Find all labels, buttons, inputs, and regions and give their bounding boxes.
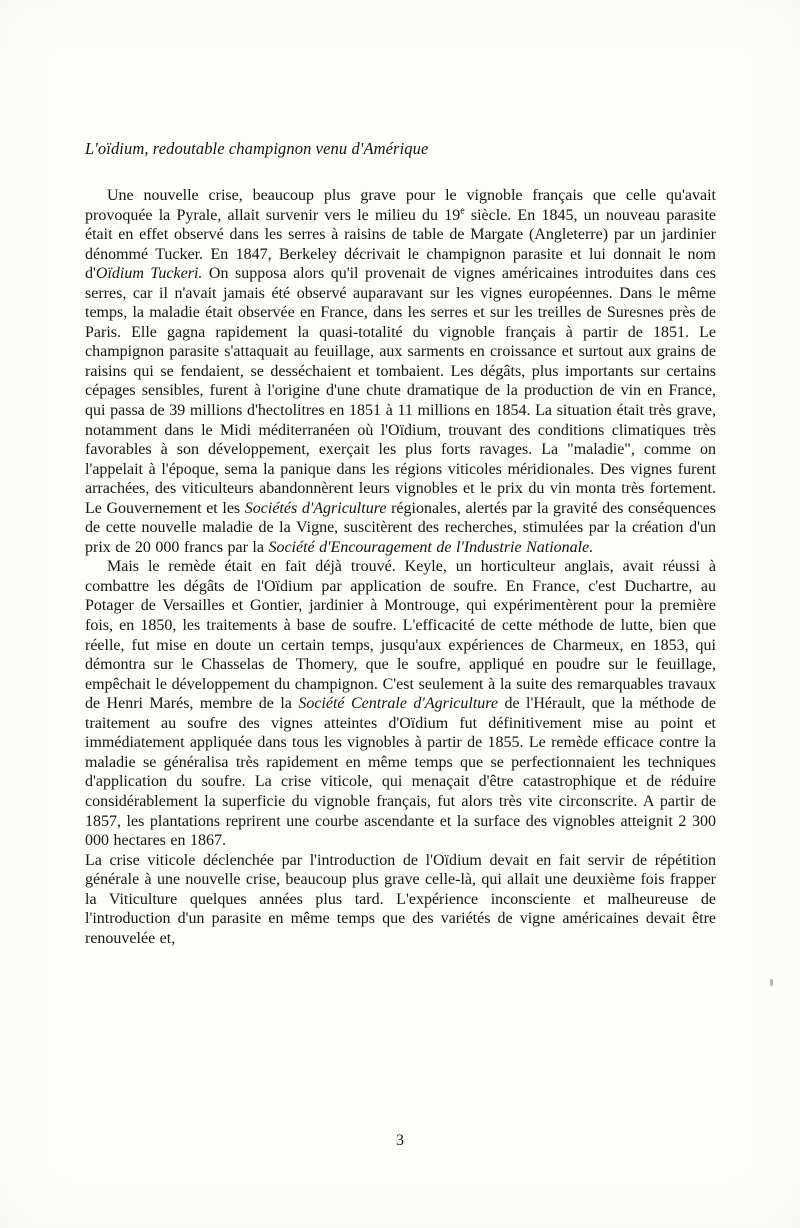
text-run: Une nouvelle crise, beaucoup plus grave pour le vignoble français que celle qu'avait provoquée la Pyrale, allait survenir vers le milieu du 19 xyxy=(85,187,716,224)
text-run: On supposa alors qu'il provenait de vignes américaines introduites dans ces serres, car il n'avait jamais été observé auparavant sur les vignes européennes. Dans le même temps, la maladie était observée en France, dans les serres et sur les treilles de Suresnes près de Paris. Elle gagna rapidement la quasi-totalité du vignoble français à partir de 1851. Le champignon parasite s'attaquait au feuillage, aux sarments en croissance et surtout aux grains de raisins qui se fendaient, se desséchaient et tombaient. Les dégâts, plus importants sur certains cépages sensibles, furent à l'origine d'une chute dramatique de la production de vin en France, qui passa de 39 millions d'hectolitres en 1851 à 11 millions en 1854. La situation était très grave, notamment dans le Midi méditerranéen où l'Oïdium, trouvant des conditions climatiques très favorables à son développement, exerçait les plus forts ravages. La "maladie", comme on l'appelait à l'époque, sema la panique dans les régions viticoles méridionales. Des vignes furent arrachées, des viticulteurs abandonnèrent leurs vignobles et le prix du vin monta très fortement. Le Gouvernement et les xyxy=(85,265,716,517)
body-text xyxy=(85,186,716,948)
text-run-italic: Oïdium Tuckeri. xyxy=(95,265,203,283)
text-run: Mais le remède était en fait déjà trouvé. Keyle, un horticulteur anglais, avait réussi à combattre les dégâts de l'Oïdium par application de soufre. En France, c'est Duchartre, au Potager de Versailles et Gontier, jardinier à Montrouge, qui expérimentèrent pour la première fois, en 1850, les traitements à base de soufre. L'efficacité de cette méthode de lutte, bien que réelle, fut mise en doute un certain temps, jusqu'aux expériences de Charmeux, en 1853, qui démontra sur le Chasselas de Thomery, que le soufre, appliqué en poudre sur le feuillage, empêchait le développement du champignon. C'est seulement à la suite des remarquables travaux de Henri Marés, membre de la xyxy=(85,558,716,713)
text-run: siècle. En 1845, un nouveau parasite était en effet observé dans les serres à raisins de table de Margate (Angleterre) par un jardinier dénommé Tucker. En 1847, Berkeley décrivait le champignon parasite et lui donnait le nom d' xyxy=(85,206,716,283)
text-run: de l'Hérault, que la méthode de traitement au soufre des vignes atteintes d'Oïdium fut définitivement mise au point et immédiatement appliquée dans tous les vignobles à partir de 1855. Le remède efficace contre la maladie se généralisa très rapidement en même temps que se perfectionnaient les techniques d'application du soufre. La crise viticole, qui menaçait d'être catastrophique et de réduire considérablement la superficie du vignoble français, fut alors très vite circonscrite. A partir de 1857, les plantations reprirent une courbe ascendante et la surface des vignobles atteignit 2 300 000 hectares en 1867. xyxy=(85,695,717,850)
page-number: 3 xyxy=(396,1132,404,1149)
text-run-italic: Sociétés d'Agriculture xyxy=(244,499,387,517)
section-heading: L'oïdium, redoutable champignon venu d'Amérique xyxy=(85,139,429,158)
text-run-italic: Société Centrale d'Agriculture xyxy=(298,695,499,713)
text-run: régionales, alertés par la gravité des conséquences de cette nouvelle maladie de la Vigne, suscitèrent des recherches, stimulées par la création d'un prix de 20 000 francs par la xyxy=(85,499,717,556)
text-run-italic: Société d'Encouragement de l'Industrie Nationale. xyxy=(268,538,594,556)
scan-artifact-mark xyxy=(770,979,773,986)
paragraph-1 xyxy=(85,186,716,557)
paragraph-3 xyxy=(85,851,716,949)
text-run: La crise viticole déclenchée par l'introduction de l'Oïdium devait en fait servir de répétition générale à une nouvelle crise, beaucoup plus grave celle-là, qui allait une deuxième fois frapper la Viticulture quelques années plus tard. L'expérience inconsciente et malheureuse de l'introduction d'un parasite en même temps que des variétés de vigne américaines devait être renouvelée et, xyxy=(85,851,716,947)
paragraph-2 xyxy=(85,557,716,850)
text-run-superscript: e xyxy=(460,205,465,217)
